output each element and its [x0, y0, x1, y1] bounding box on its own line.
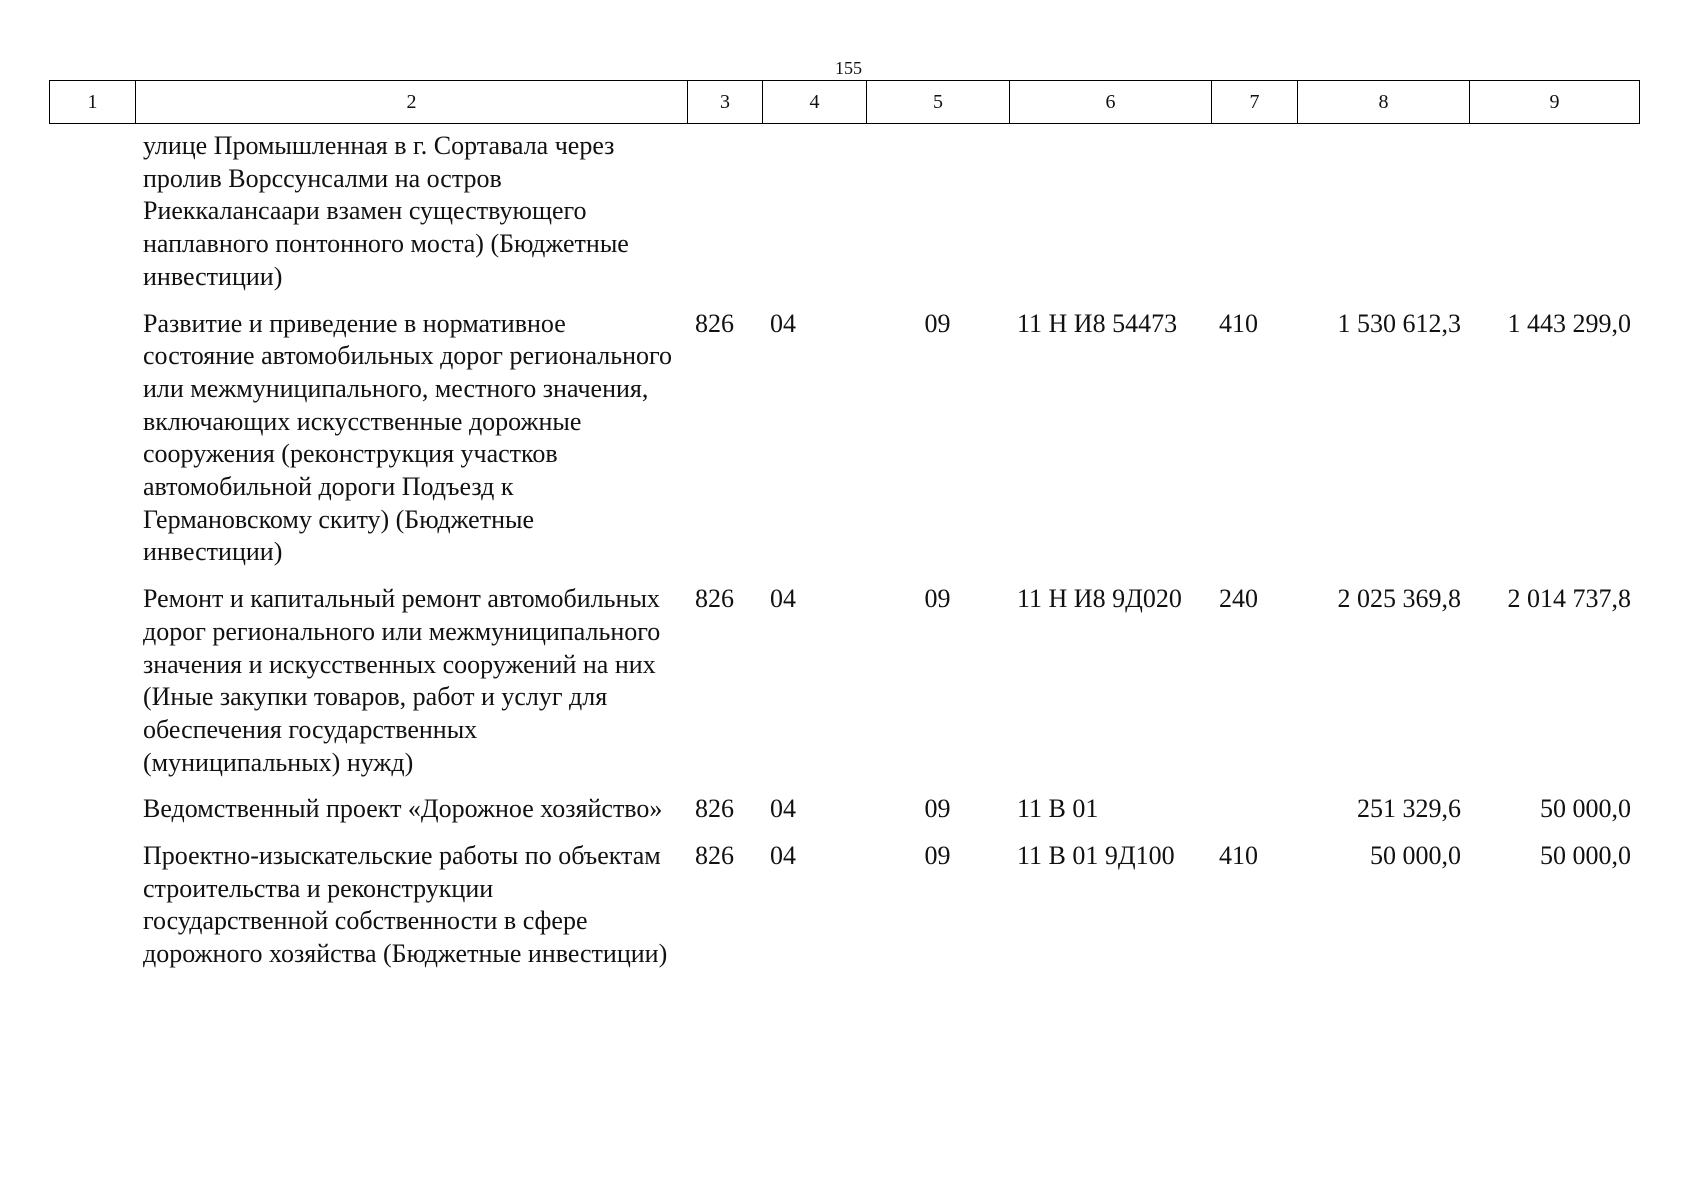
row-target-code: 11 В 01: [1017, 794, 1099, 824]
row-expense-type: 410: [1219, 308, 1258, 338]
row-expense-type: [1211, 793, 1297, 840]
table-row: [49, 130, 1639, 308]
header-cell-9: 9: [1470, 81, 1640, 124]
row-amount-2: 50 000,0: [1540, 794, 1631, 824]
row-description: улице Промышленная в г. Сортавала через пролив Ворссунсалми на остров Риеккалансаари взамен существующего наплавного понтонного моста) (Бюджетные инвестиции): [143, 131, 629, 291]
header-cell-5: 5: [867, 81, 1010, 124]
row-subsection-code: 09: [924, 841, 951, 871]
row-expense-type: [1211, 130, 1297, 308]
row-amount-1: 50 000,0: [1370, 841, 1461, 871]
row-amount-1: 1 530 612,3: [1337, 308, 1461, 338]
row-description: Ведомственный проект «Дорожное хозяйство»: [143, 794, 663, 824]
header-cell-7: 7: [1212, 81, 1298, 124]
row-subsection-code: 09: [924, 308, 951, 338]
header-cell-4: 4: [763, 81, 867, 124]
row-section-code: [762, 130, 866, 308]
row-amount-1: 251 329,6: [1357, 794, 1461, 824]
row-amount-2: 1 443 299,0: [1507, 308, 1631, 338]
header-cell-6: 6: [1010, 81, 1212, 124]
table-row: [49, 308, 1639, 584]
row-target-code: 11 В 01 9Д100: [1017, 841, 1175, 871]
table-row: [49, 793, 1639, 840]
row-section-code: 04: [770, 841, 796, 871]
row-subsection-code: 09: [924, 584, 951, 614]
row-amount-2: 50 000,0: [1540, 841, 1631, 871]
row-amount-1: [1297, 130, 1469, 308]
row-amount-2: 2 014 737,8: [1507, 584, 1631, 614]
header-cell-1: 1: [50, 81, 136, 124]
row-ministry-code: [687, 130, 762, 308]
row-subsection-code: [866, 130, 1009, 308]
header-cell-8: 8: [1298, 81, 1470, 124]
header-cell-3: 3: [688, 81, 763, 124]
row-ministry-code: 826: [695, 794, 734, 824]
row-amount-1: 2 025 369,8: [1337, 584, 1461, 614]
row-target-code: 11 Н И8 9Д020: [1017, 584, 1182, 614]
row-description: Развитие и приведение в нормативное состояние автомобильных дорог регионального или межмуниципального, местного значения, включающих искусственные дорожные сооружения (реконструкция участков автомобильной дороги Подъезд к Германовскому скиту) (Бюджетные инвестиции): [143, 308, 673, 567]
row-ministry-code: 826: [695, 841, 734, 871]
row-target-code: 11 Н И8 54473: [1017, 308, 1178, 338]
row-section-code: 04: [770, 308, 796, 338]
row-description: Проектно-изыскательские работы по объектам строительства и реконструкции государственной собственности в сфере дорожного хозяйства (Бюджетные инвестиции): [143, 841, 668, 969]
row-expense-type: 240: [1219, 584, 1258, 614]
row-expense-type: 410: [1219, 841, 1258, 871]
row-ministry-code: 826: [695, 584, 734, 614]
budget-table-body: [49, 130, 1639, 985]
row-amount-2: [1469, 130, 1639, 308]
column-number-header: [49, 80, 1640, 124]
table-row: [49, 840, 1639, 985]
table-row: [49, 583, 1639, 793]
row-section-code: 04: [770, 794, 796, 824]
row-target-code: [1009, 130, 1211, 308]
row-subsection-code: 09: [924, 794, 951, 824]
row-description: Ремонт и капитальный ремонт автомобильных дорог регионального или межмуниципального значения и искусственных сооружений на них (Иные закупки товаров, работ и услуг для обеспечения государственных (муниципальных) нужд): [143, 584, 661, 777]
header-row: [50, 81, 1640, 124]
row-section-code: 04: [770, 584, 796, 614]
header-cell-2: 2: [136, 81, 688, 124]
page-number: 155: [835, 58, 862, 78]
row-ministry-code: 826: [695, 308, 734, 338]
